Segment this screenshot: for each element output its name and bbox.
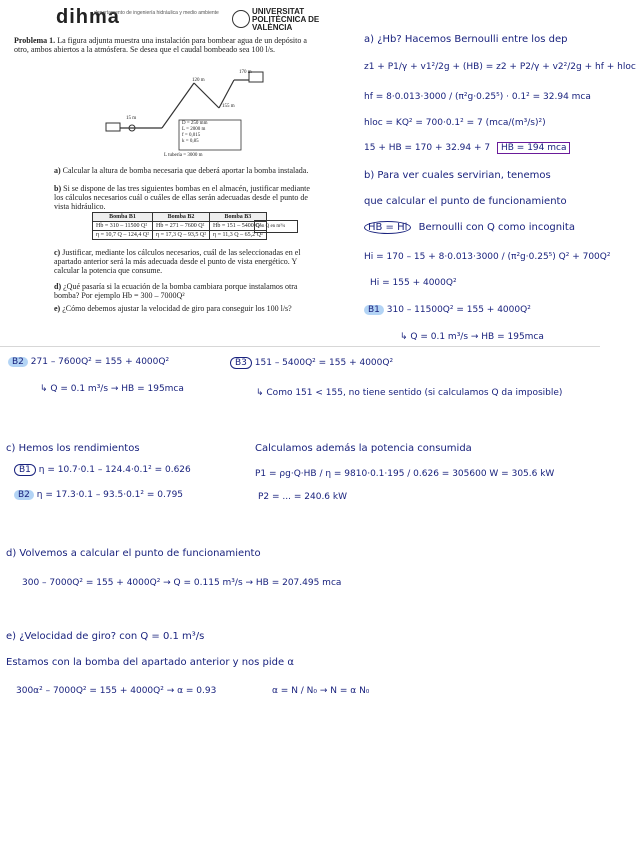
question-b-letter: b) — [54, 184, 62, 193]
question-e-letter: e) — [54, 304, 61, 313]
pump-table-note: Con Q en m³/s — [254, 220, 298, 233]
note-b1-result: ↳ Q = 0.1 m³/s → HB = 195mca — [400, 332, 544, 342]
b3-badge: B3 — [230, 357, 252, 369]
note-a-title: a) ¿Hb? Hacemos Bernoulli entre los dep — [364, 34, 568, 45]
pump-table-row — [93, 231, 267, 240]
param-f: f = 0,015 — [182, 133, 201, 138]
param-l: L = 2000 m — [182, 127, 206, 132]
diagram-z1: 15 m — [126, 116, 137, 121]
note-b-title: b) Para ver cuales servirian, tenemos — [364, 170, 551, 181]
c-b1-badge: B1 — [14, 464, 36, 476]
pump-b1-eff: η = 10,7 Q – 124,4 Q² — [93, 231, 153, 240]
pump-b2-curve: Hb = 271 – 7600 Q² — [153, 222, 210, 231]
problem-statement — [14, 36, 312, 54]
upv-seal-icon — [232, 10, 250, 28]
question-d — [54, 282, 312, 300]
pump-b1-curve: Hb = 310 – 11500 Q² — [93, 222, 153, 231]
param-k: k = 0,85 — [182, 139, 199, 144]
note-e-alpha: α = N / N₀ → N = α N₀ — [272, 686, 370, 696]
hb-hi-circle: HB = Hi — [364, 221, 411, 234]
pump-table — [92, 212, 267, 240]
note-c-right-title: Calculamos además la potencia consumida — [255, 443, 472, 454]
note-hb-result — [364, 143, 570, 153]
note-b3-result: ↳ Como 151 < 155, no tiene sentido (si calculamos Q da imposible) — [256, 388, 563, 398]
question-d-text: ¿Qué pasaría si la ecuación de la bomba cambiara porque instalamos otra bomba? Por ejemplo Hb = 300 – 7000Q² — [54, 282, 298, 300]
diagram-params — [182, 121, 207, 145]
question-a — [54, 166, 312, 175]
note-a-equation: z1 + P1/γ + v1²/2g + (HB) = z2 + P2/γ + v2²/2g + hf + hloc — [364, 62, 636, 72]
note-b-line3 — [364, 222, 575, 233]
pump-header-b1: Bomba B1 — [93, 213, 153, 222]
note-d-title: d) Volvemos a calcular el punto de funcionamiento — [6, 548, 261, 559]
b1-badge: B1 — [364, 305, 384, 315]
question-c-letter: c) — [54, 248, 61, 257]
problem-title: Problema 1. — [14, 36, 56, 45]
pump-header-b3: Bomba B3 — [210, 213, 267, 222]
note-hloc-equation: hloc = KQ² = 700·0.1² = 7 (mca/(m³/s)²) — [364, 118, 546, 128]
dihma-logo-subtitle: departamento de ingeniería hidráulica y medio ambiente — [94, 10, 219, 16]
problem-sheet — [14, 6, 320, 314]
pump-table-row — [93, 222, 267, 231]
question-b-text: Si se dispone de las tres siguientes bombas en el almacén, justificar mediante los cálculos necesarios cuál o cuáles de ellas serán adecuadas desde el punto de vista hidráulico. — [54, 184, 310, 211]
question-c-text: Justificar, mediante los cálculos necesarios, cuál de las seleccionadas en el apartado anterior será la más adecuada desde el punto de vista energético. Y calcular la potencia que consume. — [54, 248, 301, 275]
note-b1 — [364, 305, 531, 315]
b2-badge: B2 — [8, 357, 28, 367]
problem-text: La figura adjunta muestra una instalación para bombear agua de un depósito a otro, ambos abiertos a la atmósfera. Se desea que el caudal bombeado sea 100 l/s. — [14, 36, 307, 54]
pump-b3-eff: η = 11,3 Q – 65,2 Q² — [210, 231, 267, 240]
c-b1-eta: η = 10.7·0.1 – 124.4·0.1² = 0.626 — [38, 465, 191, 475]
b-line3-text: Bernoulli con Q como incognita — [418, 222, 575, 233]
note-e-line2: Estamos con la bomba del apartado anterior y nos pide α — [6, 657, 294, 668]
note-b3 — [230, 357, 393, 369]
diagram-pipe-note: L tubería = 3000 m — [164, 153, 203, 158]
note-hf-equation: hf = 8·0.013·3000 / (π²g·0.25⁵) · 0.1² = 32.94 mca — [364, 92, 591, 102]
note-p1-equation: P1 = ρg·Q·HB / η = 9810·0.1·195 / 0.626 = 305600 W = 305.6 kW — [255, 469, 555, 479]
note-b-line2: que calcular el punto de funcionamiento — [364, 196, 567, 207]
c-b2-badge: B2 — [14, 490, 34, 500]
question-a-text: Calcular la altura de bomba necesaria que deberá aportar la bomba instalada. — [62, 166, 309, 175]
note-d-equation: 300 – 7000Q² = 155 + 4000Q² → Q = 0.115 m³/s → HB = 207.495 mca — [22, 578, 342, 588]
diagram-z4: 155 m — [222, 104, 235, 109]
note-c-b1 — [14, 464, 191, 476]
c-b2-eta: η = 17.3·0.1 – 93.5·0.1² = 0.795 — [36, 490, 184, 500]
question-c — [54, 248, 312, 275]
note-b2-result: ↳ Q = 0.1 m³/s → HB = 195mca — [40, 384, 184, 394]
note-b2 — [8, 357, 169, 367]
diagram-z3: 120 m — [192, 78, 205, 83]
b3-equation: 151 – 5400Q² = 155 + 4000Q² — [254, 358, 394, 368]
note-c-title: c) Hemos los rendimientos — [6, 443, 140, 454]
question-b — [54, 184, 312, 211]
note-c-b2 — [14, 490, 183, 500]
pump-table-header — [93, 213, 267, 222]
hb-answer-box: HB = 194 mca — [497, 142, 570, 154]
pump-b3-curve: Hb = 151 – 5400 Q² — [210, 222, 267, 231]
divider — [0, 346, 600, 347]
note-hi-simple: Hi = 155 + 4000Q² — [370, 278, 457, 288]
note-p2-equation: P2 = ... = 240.6 kW — [258, 492, 347, 502]
diagram-z2: 170 m — [239, 70, 252, 75]
question-a-letter: a) — [54, 166, 61, 175]
question-e — [54, 304, 312, 313]
question-e-text: ¿Cómo debemos ajustar la velocidad de giro para conseguir los 100 l/s? — [62, 304, 292, 313]
param-d: D = 250 mm — [182, 121, 208, 126]
question-d-letter: d) — [54, 282, 62, 291]
b2-equation: 271 – 7600Q² = 155 + 4000Q² — [30, 357, 170, 367]
hb-result-text: 15 + HB = 170 + 32.94 + 7 — [364, 143, 491, 153]
note-hi-equation: Hi = 170 – 15 + 8·0.013·3000 / (π²g·0.25⁵) Q² + 700Q² — [364, 252, 611, 262]
university-name: UNIVERSITAT POLITÈCNICA DE VALÈNCIA — [252, 7, 320, 32]
note-e-title: e) ¿Velocidad de giro? con Q = 0.1 m³/s — [6, 631, 205, 642]
pump-b2-eff: η = 17,3 Q – 93,5 Q² — [153, 231, 210, 240]
b1-equation: 310 – 11500Q² = 155 + 4000Q² — [386, 305, 531, 315]
dihma-logo: dihma — [56, 6, 120, 28]
pump-header-b2: Bomba B2 — [153, 213, 210, 222]
note-e-equation: 300α² – 7000Q² = 155 + 4000Q² → α = 0.93 — [16, 686, 217, 696]
